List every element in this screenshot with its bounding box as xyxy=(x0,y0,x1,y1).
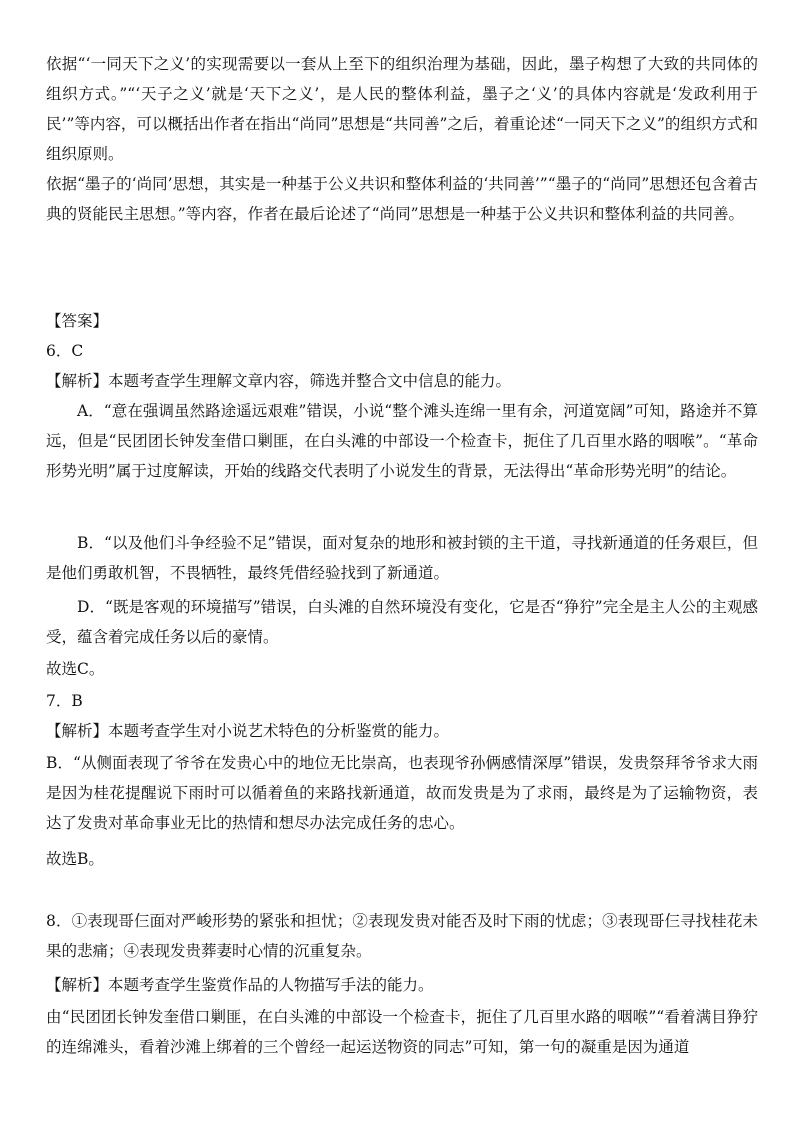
question-8-answer: 8．①表现哥仨面对严峻形势的紧张和担忧；②表现发贵对能否及时下雨的忧虑；③表现哥仨寻找桂花未果的悲痛；④表现发贵葬妻时心情的沉重复杂。 xyxy=(46,912,758,960)
question-7-choice: 故选B。 xyxy=(46,850,104,868)
option-b-q7-analysis: B．“从侧面表现了爷爷在发贵心中的地位无比崇高，也表现爷孙俩感情深厚”错误，发贵祭拜爷爷求大雨是因为桂花提醒说下雨时可以循着鱼的来路找新通道，故而发贵是为了求雨，最终是为了运输物资，表达了发贵对革命事业无比的热情和想尽办法完成任务的忠心。 xyxy=(46,754,758,832)
question-8-analysis: 【解析】本题考查学生鉴赏作品的人物描写手法的能力。 xyxy=(46,976,434,994)
question-6-choice: 故选C。 xyxy=(46,660,105,678)
option-b-analysis: B．“以及他们斗争经验不足”错误，面对复杂的地形和被封锁的主干道，寻找新通道的任务艰巨，但是他们勇敢机智，不畏牺牲，最终凭借经验找到了新通道。 xyxy=(46,534,758,582)
option-d-analysis: D．“既是客观的环境描写”错误，白头滩的自然环境没有变化，它是否“狰狞”完全是主人公的主观感受，蕴含着完成任务以后的豪情。 xyxy=(46,598,758,646)
question-7-answer: 7．B xyxy=(46,692,83,710)
paragraph-analysis-2: 依据“墨子的‘尚同’思想，其实是一种基于公义共识和整体利益的‘共同善’”“墨子的“尚同”思想还包含着古典的贤能民主思想。”等内容，作者在最后论述了“尚同”思想是一种基于公义共识和整体利益的共同善。 xyxy=(46,175,758,223)
question-6-analysis: 【解析】本题考查学生理解文章内容，筛选并整合文中信息的能力。 xyxy=(46,372,512,390)
question-6-answer: 6．C xyxy=(46,342,84,360)
option-a-analysis: A．“意在强调虽然路途遥远艰难”错误，小说“整个滩头连绵一里有余，河道宽阔”可知，路途并不算远，但是“民团团长钟发奎借口剿匪，在白头滩的中部设一个检查卡，扼住了几百里水路的咽喉”。“革命形势光明”属于过度解读，开始的线路交代表明了小说发生的背景，无法得出“革命形势光明”的结论。 xyxy=(46,402,758,480)
paragraph-analysis-1: 依据“‘一同天下之义’的实现需要以一套从上至下的组织治理为基础，因此，墨子构想了大致的共同体的组织方式。”“‘天子之义’就是‘天下之义’，是人民的整体利益，墨子之‘义’的具体内容就是‘发政利用于民’”等内容，可以概括出作者在指出“尚同”思想是“共同善”之后，着重论述“一同天下之义”的组织方式和组织原则。 xyxy=(46,55,758,163)
question-8-analysis-detail: 由“民团团长钟发奎借口剿匪，在白头滩的中部设一个检查卡，扼住了几百里水路的咽喉”“看着满目狰狞的连绵滩头，看着沙滩上绑着的三个曾经一起运送物资的同志”可知，第一句的凝重是因为通道 xyxy=(46,1008,758,1056)
question-7-analysis: 【解析】本题考查学生对小说艺术特色的分析鉴赏的能力。 xyxy=(46,722,450,740)
answer-heading: 【答案】 xyxy=(46,312,109,330)
